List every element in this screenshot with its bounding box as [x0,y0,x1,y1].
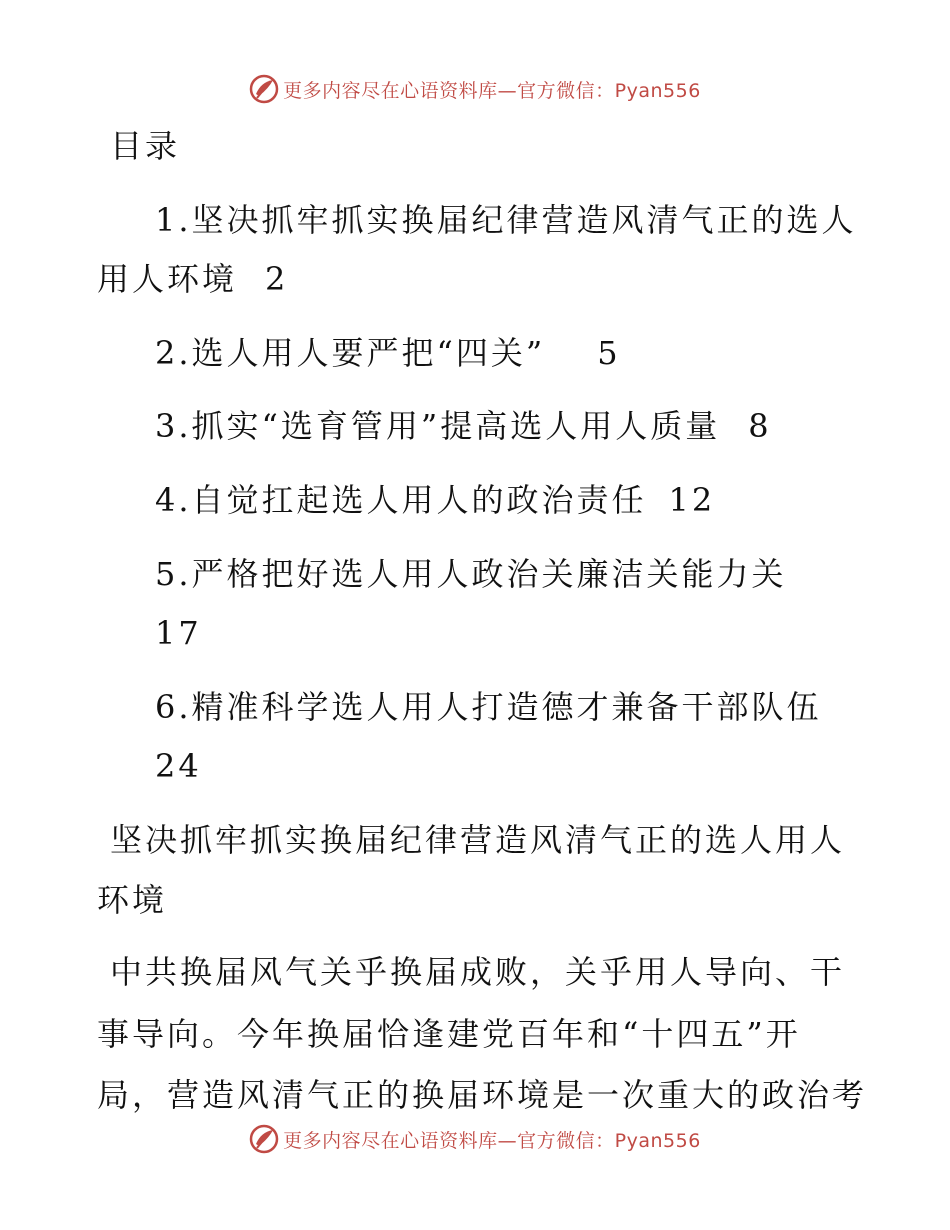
watermark-text: 更多内容尽在心语资料库—官方微信：Pyan556 [283,79,701,102]
toc-item-4-text: 4.自觉扛起选人用人的政治责任 [155,481,647,519]
toc-item-6-page: 24 [155,747,202,785]
toc-item-1-line2 [97,259,288,299]
article-paragraph-line2: 事导向。今年换届恰逢建党百年和“十四五”开 [97,1015,801,1053]
toc-item-1-page: 2 [265,260,289,298]
pen-logo-icon [249,1124,279,1154]
toc-item-3-text: 3.抓实“选育管用”提高选人用人质量 [155,407,721,445]
toc-item-3 [155,406,772,446]
article-paragraph-line1: 中共换届风气关乎换届成败，关乎用人导向、干 [110,953,846,991]
toc-item-6-text: 6.精准科学选人用人打造德才兼备干部队伍 [155,688,822,726]
toc-item-2-text: 2.选人用人要严把“四关” [155,334,546,372]
toc-item-4-page: 12 [668,481,716,519]
article-heading-line2: 环境 [97,881,168,919]
toc-item-3-page: 8 [748,407,772,445]
toc-item-1-line1: 1.坚决抓牢抓实换届纪律营造风清气正的选人 [155,201,857,239]
toc-item-5-page: 17 [155,614,202,652]
article-paragraph-line3: 局，营造风清气正的换届环境是一次重大的政治考 [97,1076,868,1114]
toc-item-2 [155,333,621,373]
watermark-banner-bottom [0,1124,950,1154]
watermark-text: 更多内容尽在心语资料库—官方微信：Pyan556 [283,1129,701,1152]
pen-logo-icon [249,74,279,104]
toc-item-1-text: 用人环境 [97,260,238,298]
toc-item-5-text: 5.严格把好选人用人政治关廉洁关能力关 [155,555,787,593]
article-heading-line1: 坚决抓牢抓实换届纪律营造风清气正的选人用人 [110,821,846,859]
toc-item-2-page: 5 [597,334,621,372]
toc-title: 目录 [110,127,181,165]
toc-item-4 [155,480,715,520]
watermark-banner-top [0,74,950,104]
